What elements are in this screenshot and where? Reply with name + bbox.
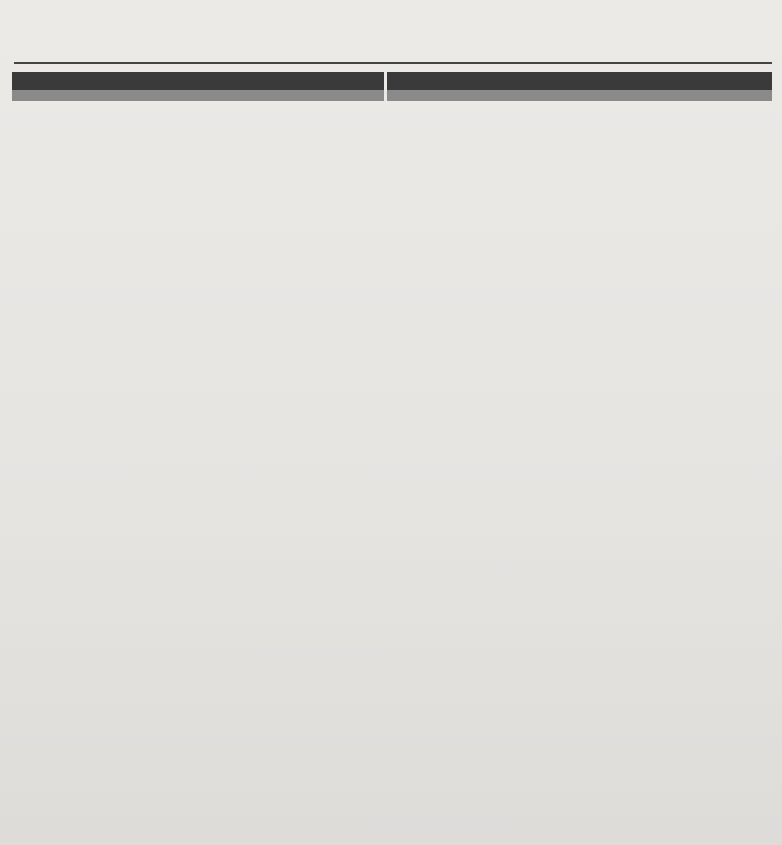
- english-column: [12, 66, 384, 101]
- sizes-header: [387, 72, 772, 90]
- sizes-header: [12, 72, 384, 90]
- french-column: [387, 66, 772, 101]
- header-divider: [14, 62, 772, 64]
- measurement-section: [12, 100, 384, 101]
- header: [14, 8, 774, 64]
- measurement-section: [387, 100, 772, 101]
